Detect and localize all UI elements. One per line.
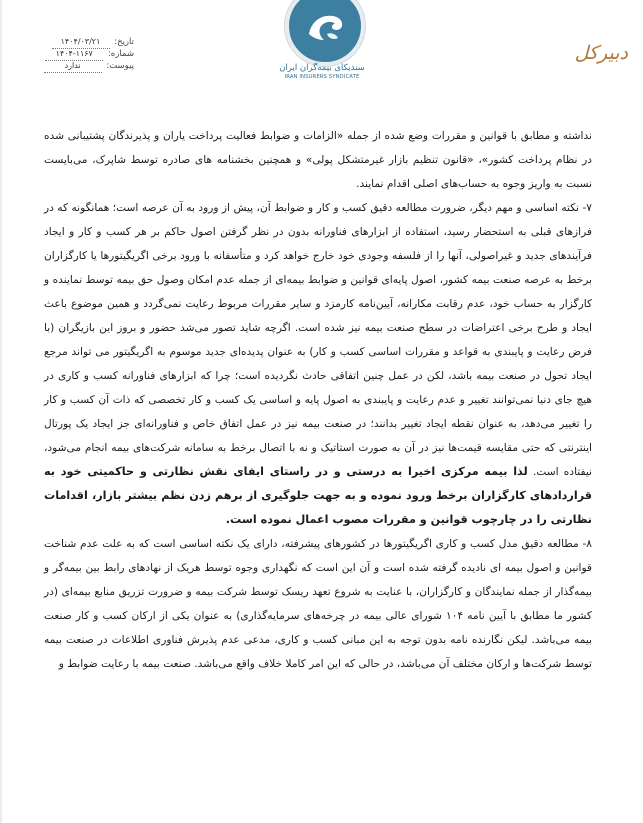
- syndicate-logo: [272, 0, 372, 90]
- secretariat-label: دبیرکل: [574, 42, 628, 64]
- logo-name-en: IRAN INSURERS SYNDICATE: [284, 74, 360, 80]
- meta-attachment: [14, 60, 134, 72]
- scan-edge: [0, 0, 3, 823]
- letter-meta: [14, 36, 134, 72]
- meta-attachment-label: پیوست:: [106, 61, 134, 71]
- meta-number-label: شماره:: [107, 49, 134, 59]
- logo-emblem-icon: [285, 0, 365, 66]
- secretariat-mark: [560, 34, 632, 74]
- meta-number-value: ۱۴۰۴-۱۱۶۷: [45, 48, 103, 61]
- paragraph-7: [44, 196, 592, 532]
- hand-emblem-icon: [289, 0, 361, 62]
- letterhead: [0, 0, 643, 92]
- paragraph-7-bold-text: لذا بیمه مرکزی اخیرا به درستی و در راستای ایفای نقش نظارتی و حاکمیتی خود به قراردادهای کارگزاران برخط ورود نموده و به جهت جلوگیری از برهم زدن نظم بیشتر بازار، اقدامات نظارتی را در چارچوب قوانین و مقررات مصوب اعمال نموده است.: [44, 465, 592, 526]
- meta-number: [14, 48, 134, 60]
- meta-date-label: تاریخ:: [114, 37, 134, 47]
- paragraph-7-text: ۷- نکته اساسی و مهم دیگر، ضرورت مطالعه دقیق کسب و کار و ضوابط آن، پیش از ورود به آن عرصه است؛ همانگونه که در فرازهای قبلی به استحضار رسید، استفاده از ابزارهای فناورانه بدون در نظر گرفتن اصول حاکم بر هر کسب و کار و ایجاد فرآیندهای جدید و غیراصولی، آنها را از فلسفه وجودی خود خارج خواهد کرد و متأسفانه با ورود برخی اگریگیتورها یا کارگزاران برخط به عرصه صنعت بیمه کشور، اصول پایه‌ای قوانین و ضوابط بیمه‌ای از جمله عدم امکان وصول حق بیمه توسط نماینده و کارگزار به حساب خود، عدم رقابت مکارانه، آیین‌نامه کارمزد و سایر مقررات مربوط رعایت نمی‌گردد و همین موضوع باعث ایجاد و طرح برخی اعتراضات در سطح صنعت بیمه نیز شده است. اگرچه شاید تصور می‌شد حضور و بروز این بازیگران (با فرض رعایت و پایبندی به قواعد و مقررات اساسی کسب و کار) به عنوان پدیده‌ای جدید موسوم به اگریگیتور می تواند مرجع ایجاد تحول در صنعت بیمه باشد، لکن در عمل چنین اتفاقی حادث نگردیده است؛ چرا که ابزارهای فناورانه کسب و کاری در هیچ جای دنیا نمی‌توانند تغییر و عدم رعایت و پایبندی به اصول پایه و اساسی یک کسب و کار تخصصی که ذات آن کسب و کار را تغییر می‌دهد، به عنوان نقطه ایجاد تغییر بدانند؛ در صنعت بیمه نیز در عمل اتفاق خاص و فناورانه‌ای جز ایجاد یک پورتال اینترنتی که حتی مقایسه قیمت‌ها نیز در آن به صورت استاتیک و نه با اتصال برخط به سامانه شرکت‌های بیمه انجام می‌شود، نیفتاده است.: [44, 202, 592, 478]
- paragraph-8: ۸- مطالعه دقیق مدل کسب و کاری اگریگیتورها در کشورهای پیشرفته، دارای یک نکته اساسی است که به علت عدم شناخت قوانین و اصول بیمه ای نادیده گرفته شده است و آن این است که نگهداری وجوه توسط هریک از نهادهای رابط بین بیمه‌گر و بیمه‌گذار از جمله نمایندگان و کارگزاران، با عنایت به شروع تعهد ریسک توسط شرکت بیمه و ضرورت تزریق منابع بیمه‌ای (در کشور ما مطابق با آیین نامه ۱۰۴ شورای عالی بیمه در چرخه‌های سرمایه‌گذاری) به عنوان یکی از ارکان کسب و کار صنعت بیمه می‌باشد. لیکن نگارنده نامه بدون توجه به این مبانی کسب و کاری، مدعی عدم پذیرش فناوری اطلاعات در صنعت بیمه توسط شرکت‌ها و ارکان مختلف آن می‌باشد، در حالی که این امر کاملا خلاف واقع می‌باشد. صنعت بیمه با رعایت ضوابط و: [44, 538, 592, 670]
- meta-date: [14, 36, 134, 48]
- paragraph-1: نداشته و مطابق با قوانین و مقررات وضع شده از جمله «الزامات و ضوابط فعالیت پرداخت یاران و پذیرندگان پشتیبانی شده در نظام پرداخت کشور»، «قانون تنظیم بازار غیرمتشکل پولی» و همچنین بخشنامه های صادره توسط شاپرک، می‌بایست نسبت به واریز وجوه به حساب‌های اصلی اقدام نمایند.: [44, 130, 592, 190]
- meta-attachment-value: ندارد: [44, 60, 102, 73]
- letter-body: [44, 124, 592, 676]
- meta-date-value: ۱۴۰۴/۰۳/۲۱: [52, 36, 110, 49]
- logo-name-fa: سندیکای بیمه‌گران ایران: [279, 63, 365, 73]
